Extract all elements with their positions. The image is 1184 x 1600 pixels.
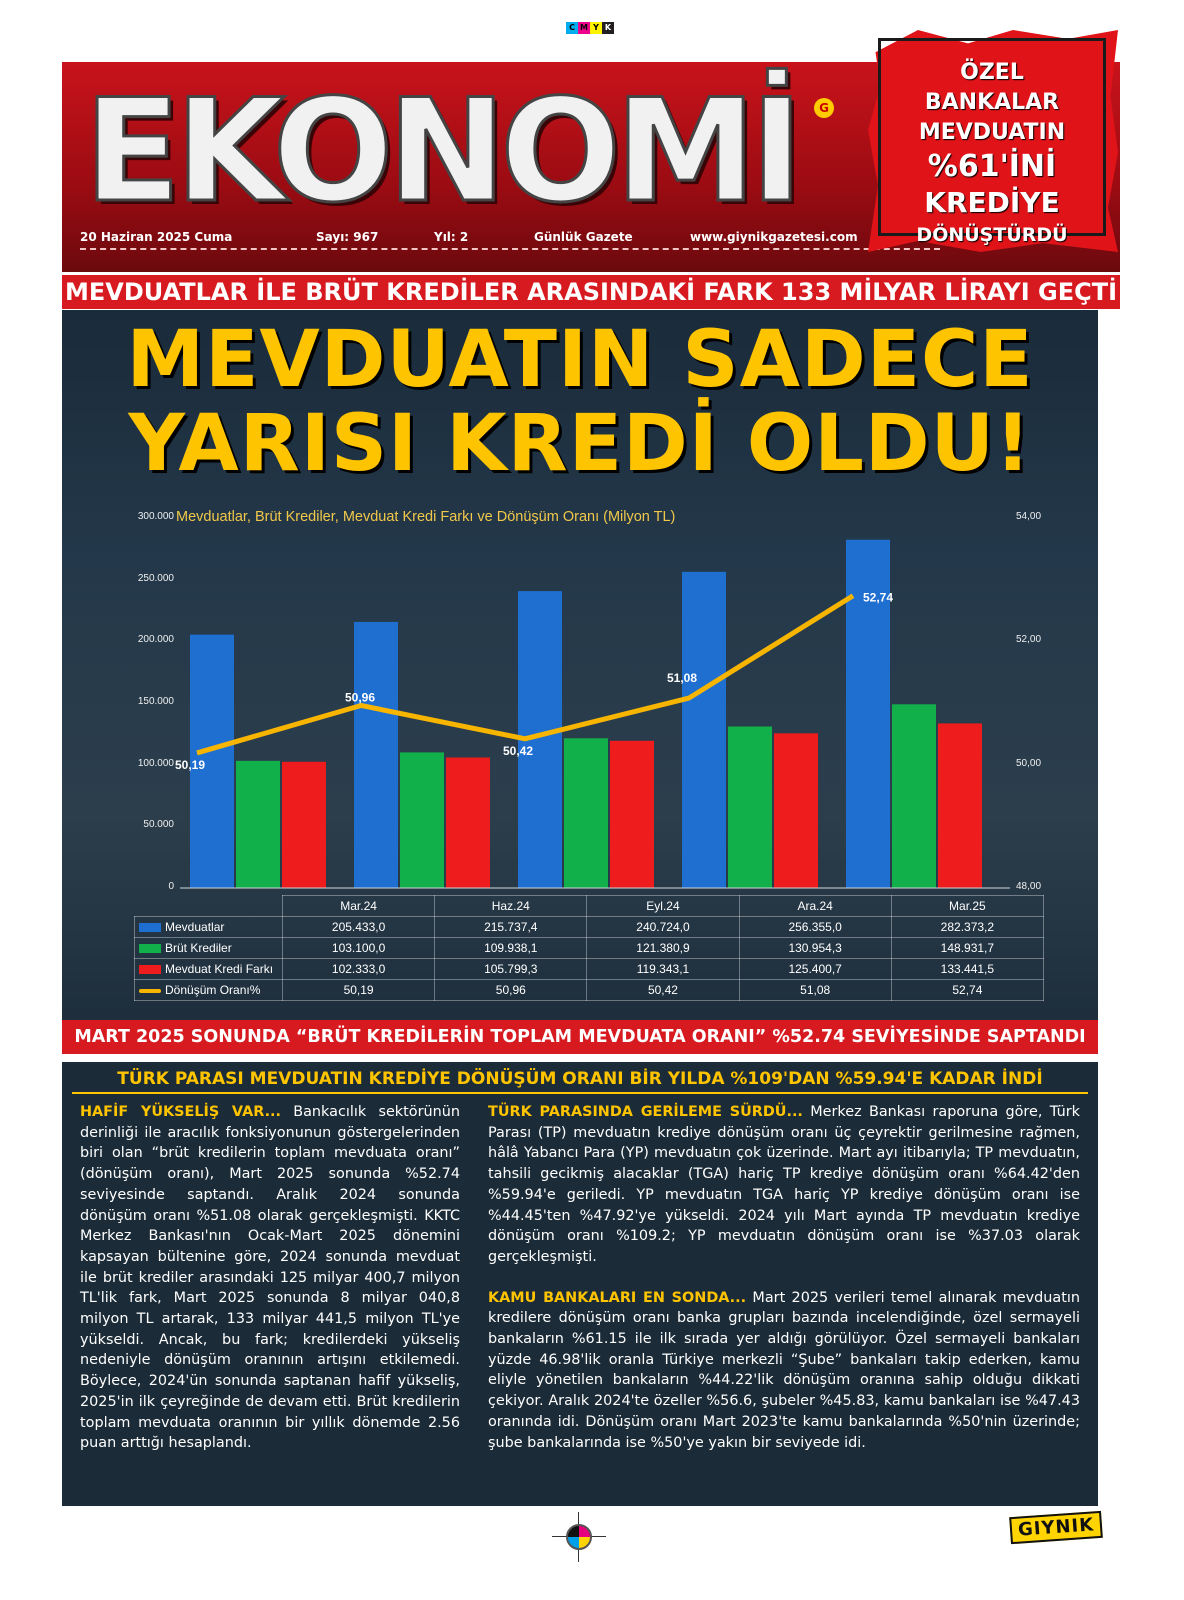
y-tick-label: 200.000	[137, 634, 174, 646]
newspaper-logo-icon: G	[814, 98, 834, 118]
table-cell: 102.333,0	[283, 959, 435, 980]
paragraph-text: Merkez Bankası raporuna göre, Türk Parası (TP) mevduatın krediye dönüşüm oranı üç çeyrektir gerilmesine rağmen, hâlâ Yabancı Para (YP) mevduatın çok üzerinde. Mart ayı itibarıyla; TP mevduatın, tahsili gecikmiş alacaklar (TGA) hariç TP krediye dönüşüm oranı %64.42'den %59.94'e geriledi. YP mevduatın TGA hariç YP krediye dönüşüm oranı ise %44.45'ten %47.92'ye yükseldi. 2024 yılı Mart ayında TP mevduatın krediye dönüşüm oranı %109.2; YP mevduatın dönüşüm oranı ise %37.03 olarak gerçekleşmişti.	[488, 1104, 1080, 1265]
bar-2-4	[938, 723, 982, 888]
website-link[interactable]: www.giynikgazetesi.com	[690, 230, 858, 244]
bar-2-0	[282, 762, 326, 888]
table-cell: 121.380,9	[587, 938, 739, 959]
column-header: Mar.25	[891, 896, 1043, 917]
column-header: Eyl.24	[587, 896, 739, 917]
registration-mark-icon	[566, 1524, 592, 1550]
bar-1-3	[728, 726, 772, 888]
promo-line-3: MEVDUATIN	[918, 120, 1066, 145]
article-paragraph	[488, 1102, 1080, 1268]
column-header: Haz.24	[435, 896, 587, 917]
bar-2-2	[610, 741, 654, 888]
table-cell: 148.931,7	[891, 938, 1043, 959]
y-tick-label: 0	[168, 881, 174, 892]
y2-tick-label: 50,00	[1016, 757, 1042, 769]
promo-line-2: BANKALAR	[924, 90, 1060, 115]
bar-0-1	[354, 622, 398, 888]
bar-1-4	[892, 704, 936, 888]
bar-2-1	[446, 758, 490, 888]
table-cell: 50,96	[435, 980, 587, 1001]
legend-entry	[135, 959, 283, 980]
line-data-label: 52,74	[863, 590, 894, 605]
subheadline-mid: MART 2025 SONUNDA “BRÜT KREDİLERİN TOPLAM MEVDUATA ORANI” %52.74 SEVİYESİNDE SAPTANDI	[62, 1020, 1098, 1054]
article-paragraph	[80, 1102, 460, 1454]
legend-label: Mevduat Kredi Farkı	[165, 962, 274, 976]
masthead-title: EKONOMİ	[84, 69, 798, 234]
legend-label: Mevduatlar	[165, 920, 225, 934]
headline-line-1: MEVDUATIN SADECE	[126, 315, 1034, 405]
table-cell: 103.100,0	[283, 938, 435, 959]
table-header-row	[135, 896, 1044, 917]
column-header: Mar.24	[283, 896, 435, 917]
bar-1-0	[236, 761, 280, 888]
paper-type: Günlük Gazete	[534, 230, 633, 244]
paragraph-lead: HAFİF YÜKSELİŞ VAR...	[80, 1104, 281, 1120]
bar-1-1	[400, 752, 444, 888]
table-cell: 50,19	[283, 980, 435, 1001]
promo-line-6: DÖNÜŞTÜRDÜ	[916, 224, 1068, 246]
cmyk-c: C	[566, 22, 578, 34]
table-cell: 240.724,0	[587, 917, 739, 938]
legend-swatch-green	[139, 944, 161, 953]
paragraph-lead: KAMU BANKALARI EN SONDA...	[488, 1289, 747, 1306]
promo-line-5: KREDİYE	[924, 186, 1060, 219]
line-data-label: 50,96	[345, 690, 376, 705]
bar-2-3	[774, 733, 818, 888]
table-cell: 105.799,3	[435, 959, 587, 980]
paragraph-text: Mart 2025 verileri temel alınarak mevduatın kredilere dönüşüm oranı banka grupları bazında incelendiğinde, özel sermayeli bankaların %61.15 ile ilk sırada yer aldığı görülüyor. Özel sermayeli bankaları yüzde 46.98'lik oranla Türkiye merkezli “Şube” bankaları takip ederken, kamu eliyle yönetilen bankaların %44.22'lik dönüşüm oranına sahip olduğu dikkati çekiyor. Aralık 2024'te özeller %56.6, şubeler %45.83, kamu bankaları ise %47.43 oranında idi. Dönüşüm oranı Mart 2023'te kamu bankalarında %50'nin üzerinde; şube bankalarında ise %50'ye yakın bir seviyede idi.	[488, 1289, 1080, 1451]
subheadline-top: MEVDUATLAR İLE BRÜT KREDİLER ARASINDAKİ FARK 133 MİLYAR LİRAYI GEÇTİ	[62, 275, 1120, 309]
table-cell: 215.737,4	[435, 917, 587, 938]
bar-1-2	[564, 738, 608, 888]
table-cell: 205.433,0	[283, 917, 435, 938]
y-tick-label: 150.000	[137, 696, 174, 707]
cmyk-y: Y	[590, 22, 602, 34]
line-data-label: 50,42	[503, 743, 534, 758]
issue-date: 20 Haziran 2025 Cuma	[80, 230, 233, 244]
table-cell: 109.938,1	[435, 938, 587, 959]
table-cell: 282.373,2	[891, 917, 1043, 938]
legend-entry	[135, 917, 283, 938]
y-tick-label: 100.000	[137, 757, 174, 769]
table-row	[135, 959, 1044, 980]
table-cell: 256.355,0	[739, 917, 891, 938]
table-cell: 51,08	[739, 980, 891, 1001]
table-cell: 119.343,1	[587, 959, 739, 980]
promo-line-4: %61'İNİ	[927, 149, 1057, 184]
legend-label: Brüt Krediler	[165, 941, 232, 955]
article-column-right	[488, 1102, 1080, 1453]
cmyk-k: K	[602, 22, 614, 34]
y-tick-label: 300.000	[137, 511, 174, 522]
promo-line-1: ÖZEL	[960, 60, 1024, 85]
subheadline-body: TÜRK PARASI MEVDUATIN KREDİYE DÖNÜŞÜM ORANI BİR YILDA %109'DAN %59.94'E KADAR İNDİ	[72, 1066, 1088, 1094]
legend-label: Dönüşüm Oranı%	[165, 983, 261, 997]
table-cell: 133.441,5	[891, 959, 1043, 980]
legend-swatch-red	[139, 965, 161, 974]
headline-line-2: YARISI KREDİ OLDU!	[128, 399, 1032, 489]
legend-swatch-blue	[139, 923, 161, 932]
y2-tick-label: 54,00	[1016, 511, 1042, 522]
cmyk-m: M	[578, 22, 590, 34]
table-cell: 50,42	[587, 980, 739, 1001]
issue-number: Sayı: 967	[316, 230, 379, 244]
table-cell: 52,74	[891, 980, 1043, 1001]
chart-title: Mevduatlar, Brüt Krediler, Mevduat Kredi Farkı ve Dönüşüm Oranı (Milyon TL)	[176, 509, 676, 525]
table-cell: 125.400,7	[739, 959, 891, 980]
chart-data-table	[134, 895, 1044, 1001]
paragraph-text: Bankacılık sektörünün derinliği ile aracılık fonksiyonunun göstergelerinden biri olan “brüt kredilerin toplam mevduata oranı” (dönüşüm oranı), Mart 2025 sonunda %52.74 seviyesinde saptandı. Aralık 2024 sonunda dönüşüm oranı %51.08 olarak gerçekleşmişti. KKTC Merkez Bankası'nın Ocak-Mart 2025 dönemini kapsayan bültenine göre, 2024 sonunda mevduat ile brüt krediler arasındaki 125 milyar 400,7 milyon TL'lik fark, Mart 2025 sonunda 8 milyar 040,8 milyon TL artarak, 133 milyar 441,5 milyon TL'ye yükseldi. Ancak, bu fark; kredilerdeki yükseliş nedeniyle dönüşüm oranının artışını etkilemedi. Böylece, 2024'ün sonunda saptanan hafif yükseliş, 2025'in ilk çeyreğinde de devam etti. Brüt kredilerin toplam mevduata oranının bir yıllık dönemde 2.56 puan arttığı hesaplandı.	[80, 1104, 460, 1452]
column-header: Ara.24	[739, 896, 891, 917]
table-cell: 130.954,3	[739, 938, 891, 959]
bar-0-3	[682, 572, 726, 888]
legend-swatch-line	[139, 989, 161, 993]
table-row	[135, 938, 1044, 959]
y-tick-label: 250.000	[137, 572, 174, 584]
line-data-label: 50,19	[175, 757, 206, 772]
y2-tick-label: 52,00	[1016, 634, 1042, 646]
issue-year: Yıl: 2	[434, 230, 469, 244]
table-row	[135, 917, 1044, 938]
table-corner	[135, 896, 283, 917]
brand-logo: GIYNIK	[1009, 1511, 1103, 1544]
legend-entry	[135, 980, 283, 1001]
y2-tick-label: 48,00	[1016, 881, 1042, 892]
y-tick-label: 50.000	[143, 819, 174, 831]
article-column-left	[80, 1102, 460, 1454]
table-row	[135, 980, 1044, 1001]
line-data-label: 51,08	[667, 671, 698, 686]
legend-entry	[135, 938, 283, 959]
paragraph-lead: TÜRK PARASINDA GERİLEME SÜRDÜ...	[488, 1104, 803, 1120]
article-paragraph	[488, 1288, 1080, 1454]
